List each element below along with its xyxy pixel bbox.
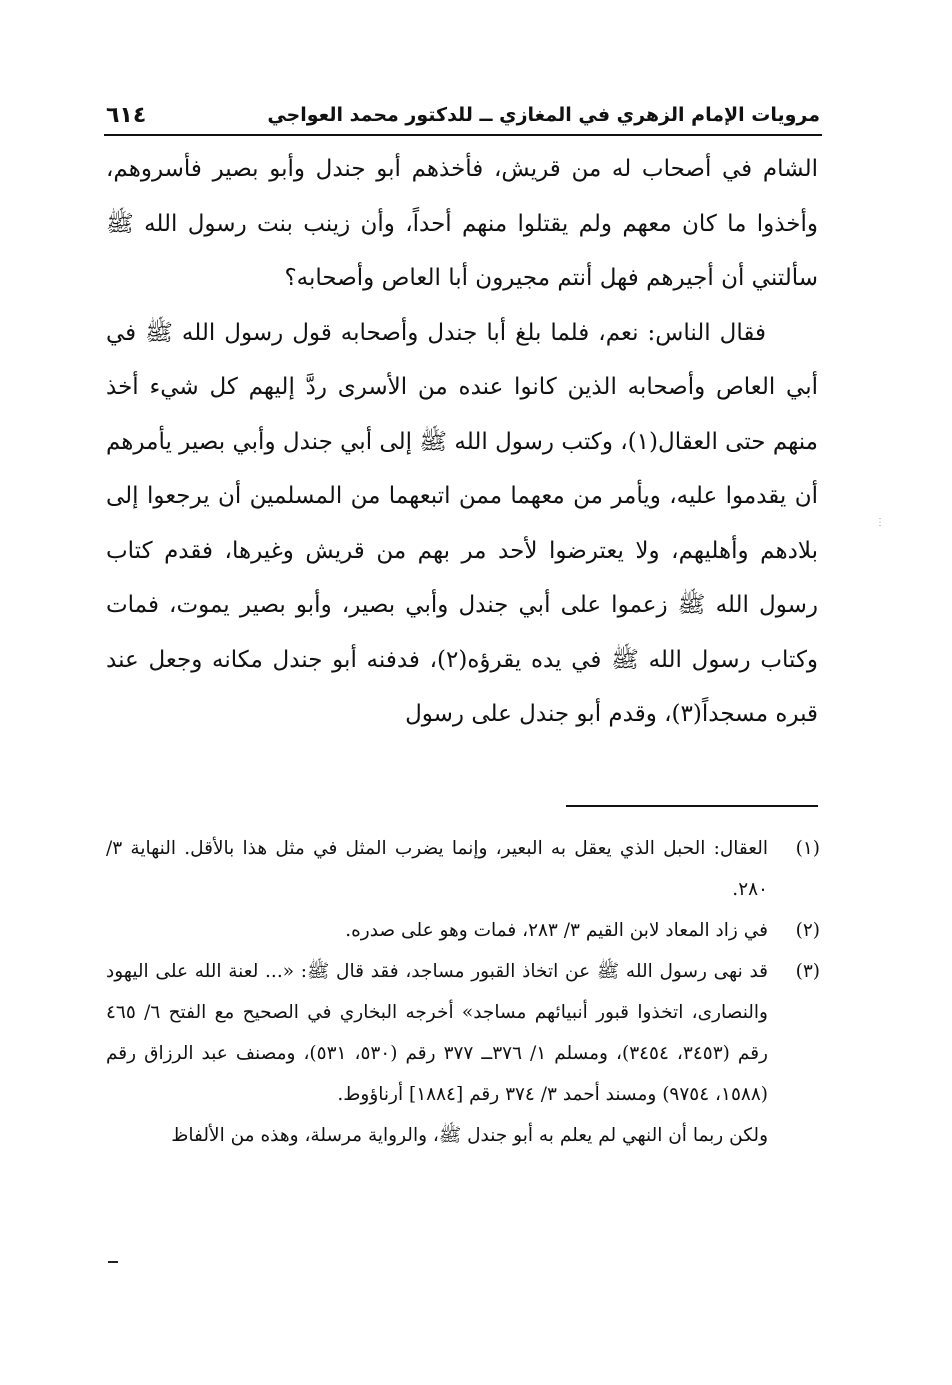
footnote-number: (٣) [795,961,820,982]
footnote-number: (١) [795,838,820,859]
footnotes [106,828,820,1156]
footnote-number: (٢) [795,920,820,941]
footnote-continuation: ولكن ربما أن النهي لم يعلم به أبو جندل ﷺ، والرواية مرسلة، وهذه من الألفاظ [171,1125,768,1146]
scan-speck: ⋮ [875,517,885,528]
body-paragraph-2: فقال الناس: نعم، فلما بلغ أبا جندل وأصحابه قول رسول الله ﷺ في أبي العاص وأصحابه الذين كانوا عنده من الأسرى ردَّ إليهم كل شيء أخذ منهم حتى العقال(١)، وكتب رسول الله ﷺ إلى أبي جندل وأبي بصير يأمرهم أن يقدموا عليه، ويأمر من معهما ممن اتبعهما من المسلمين أن يرجعوا إلى بلادهم وأهليهم، ولا يعترضوا لأحد مر بهم من قريش وغيرها، فقدم كتاب رسول الله ﷺ زعموا على أبي جندل وأبي بصير، وأبو بصير يموت، فمات وكتاب رسول الله ﷺ في يده يقرؤه(٢)، فدفنه أبو جندل مكانه وجعل عند قبره مسجداً(٣)، وقدم أبو جندل على رسول [106,319,818,727]
running-header-title: مرويات الإمام الزهري في المغازي ــ للدكتور محمد العواجي [267,104,820,126]
main-text [106,142,818,742]
page-number: ٦١٤ [106,102,147,128]
running-header [106,98,820,132]
footnote-text: العقال: الحبل الذي يعقل به البعير، وإنما يضرب المثل في مثل هذا بالأقل. النهاية ٣/ ٢٨٠. [106,838,768,900]
footnote-3 [106,951,820,1115]
header-rule [104,134,822,136]
continuation-dash [108,1261,118,1263]
footnote-1 [106,828,820,910]
footnote-text: في زاد المعاد لابن القيم ٣/ ٢٨٣، فمات وهو على صدره. [345,920,768,941]
footnote-separator [566,805,818,807]
footnote-2 [106,910,820,951]
body-paragraph-1: الشام في أصحاب له من قريش، فأخذهم أبو جندل وأبو بصير فأسروهم، وأخذوا ما كان معهم ولم يقتلوا منهم أحداً، وأن زينب بنت رسول الله ﷺ سألتني أن أجيرهم فهل أنتم مجيرون أبا العاص وأصحابه؟ [106,156,818,291]
footnote-text: قد نهى رسول الله ﷺ عن اتخاذ القبور مساجد، فقد قال ﷺ: «... لعنة الله على اليهود والنصارى، اتخذوا قبور أنبيائهم مساجد» أخرجه البخاري في الصحيح مع الفتح ٦/ ٤٦٥ رقم (٣٤٥٣، ٣٤٥٤)، ومسلم ١/ ٣٧٦ــ ٣٧٧ رقم (٥٣٠، ٥٣١)، ومصنف عبد الرزاق رقم (١٥٨٨، ٩٧٥٤) ومسند أحمد ٣/ ٣٧٤ رقم [١٨٨٤] أرناؤوط. [106,961,768,1105]
